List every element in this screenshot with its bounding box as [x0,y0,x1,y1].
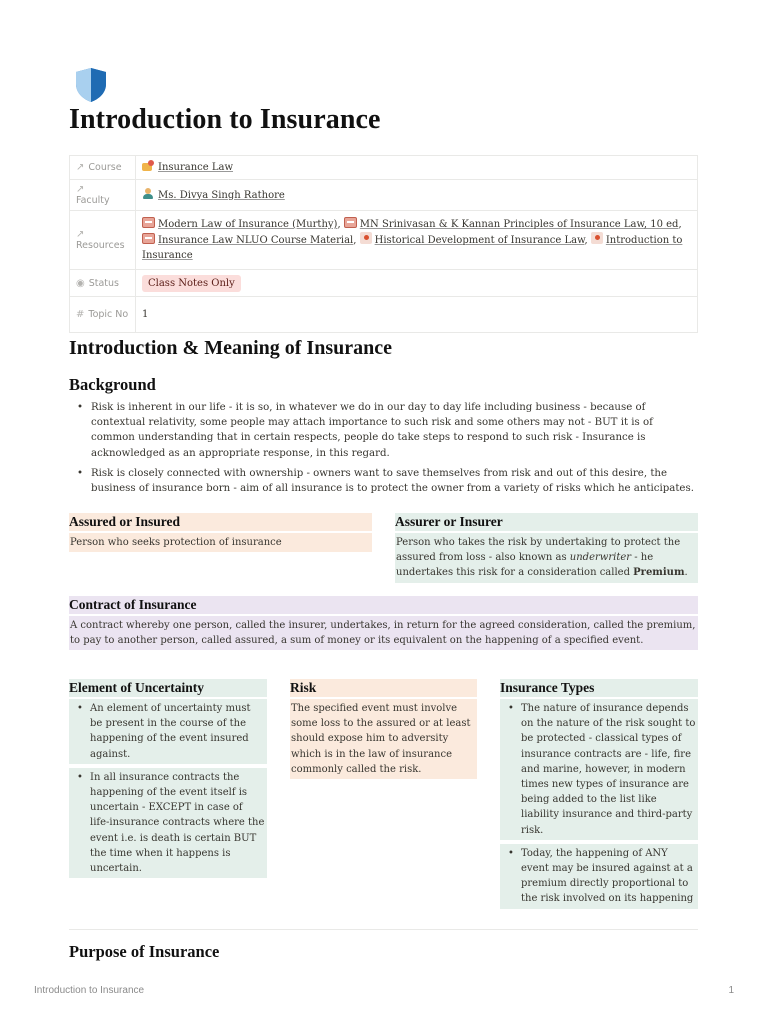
resource-link[interactable]: MN Srinivasan & K Kannan Principles of Insurance Law, 10 ed [359,219,679,230]
types-heading: Insurance Types [500,679,698,697]
arrow-up-right-icon: ↗ [76,184,85,195]
section-heading-purpose: Purpose of Insurance [69,942,220,961]
property-key: ↗ Resources [70,211,136,270]
faculty-link[interactable]: Ms. Divya Singh Rathore [158,189,285,201]
assurer-text: Person who takes the risk by undertaking to protect the assured from loss - also known as underwriter - he undertakes this risk for a consideration called Premium. [395,533,698,583]
divider [69,929,698,930]
property-key: # Topic No [70,297,136,333]
property-value: Modern Law of Insurance (Murthy), MN Srinivasan & K Kannan Principles of Insurance Law, 10 ed, Insurance Law NLUO Course Material, Historical Development of Insurance Law, Introduction to Insurance [136,211,698,270]
person-icon [142,188,155,200]
list-item: • Today, the happening of ANY event may be insured against at a premium directly proportional to the risk involved on its happening [500,844,698,909]
assurer-heading: Assurer or Insurer [395,513,698,531]
footer-title: Introduction to Insurance [34,985,145,996]
risk-heading: Risk [290,679,477,697]
contract-heading: Contract of Insurance [69,596,698,614]
uncertainty-list [69,699,267,882]
property-value [136,297,698,333]
subheading-background: Background [69,375,156,394]
contract-text: A contract whereby one person, called the insurer, undertakes, in return for the agreed consideration, called the premium, to pay to another person, called assured, a sum of money or its equivalent on the happening of a specified event. [69,616,698,650]
property-key: ↗ Faculty [70,180,136,211]
section-heading: Introduction & Meaning of Insurance [69,337,392,359]
book-icon [142,233,155,244]
uncertainty-heading: Element of Uncertainty [69,679,267,697]
list-item: • In all insurance contracts the happening of the event itself is uncertain - EXCEPT in case of life-insurance contracts where the event i.e. is death is certain BUT the time when it happens is uncertain. [69,768,267,878]
course-link[interactable]: Insurance Law [158,162,234,173]
property-row-resources [70,211,698,270]
background-list [77,400,697,501]
property-key: ↗ Course [70,156,136,180]
status-icon: ◉ [76,277,85,289]
property-key: ◉ Status [70,270,136,297]
hash-icon: # [76,309,85,320]
arrow-up-right-icon: ↗ [76,162,85,173]
topic-number: 1 [142,309,149,320]
property-value [136,180,698,211]
property-row-status [70,270,698,297]
property-value [136,156,698,180]
resource-link[interactable]: Insurance Law NLUO Course Material [158,235,354,246]
risk-text: The specified event must involve some loss to the assured or at least should expose him to adversity which is in the law of insurance commonly called the risk. [290,699,477,779]
resource-link[interactable]: Modern Law of Insurance (Murthy) [158,219,338,230]
property-row-course [70,156,698,180]
resource-link[interactable]: Introduction to Insurance [142,235,683,261]
arrow-up-right-icon: ↗ [76,229,85,240]
course-icon [142,160,155,172]
property-row-topic [70,297,698,333]
list-item: • The nature of insurance depends on the nature of the risk sought to be protected - classical types of insurance contracts are - life, fire and marine, however, in modern times new types of insurance are being added to the list like liability insurance and third-party risk. [500,699,698,840]
types-list [500,699,698,913]
list-item: • Risk is closely connected with ownership - owners want to save themselves from risk and out of this desire, the business of insurance born - aim of all insurance is to protect the owner from a variety of risks which he anticipates. [77,466,697,496]
article-icon [591,232,603,244]
list-item: • An element of uncertainty must be present in the course of the happening of the event insured against. [69,699,267,764]
article-icon [360,232,372,244]
assured-heading: Assured or Insured [69,513,372,531]
book-icon [344,217,357,228]
book-icon [142,217,155,228]
list-item: • Risk is inherent in our life - it is so, in whatever we do in our day to day life including business - because of contextual relativity, some people may attach importance to such risk and some others may not - BUT it is of common understanding that in certain respects, people do take steps to respond to such risk - Insurance is acknowledged as an appropriate response, in this regard. [77,400,697,461]
page-number: 1 [728,985,734,996]
property-row-faculty [70,180,698,211]
assured-text: Person who seeks protection of insurance [69,533,372,552]
shield-icon [72,66,110,104]
properties-table [69,155,698,333]
resource-link[interactable]: Historical Development of Insurance Law [374,235,585,246]
status-badge[interactable]: Class Notes Only [142,275,241,292]
property-value [136,270,698,297]
page-title: Introduction to Insurance [69,104,381,135]
